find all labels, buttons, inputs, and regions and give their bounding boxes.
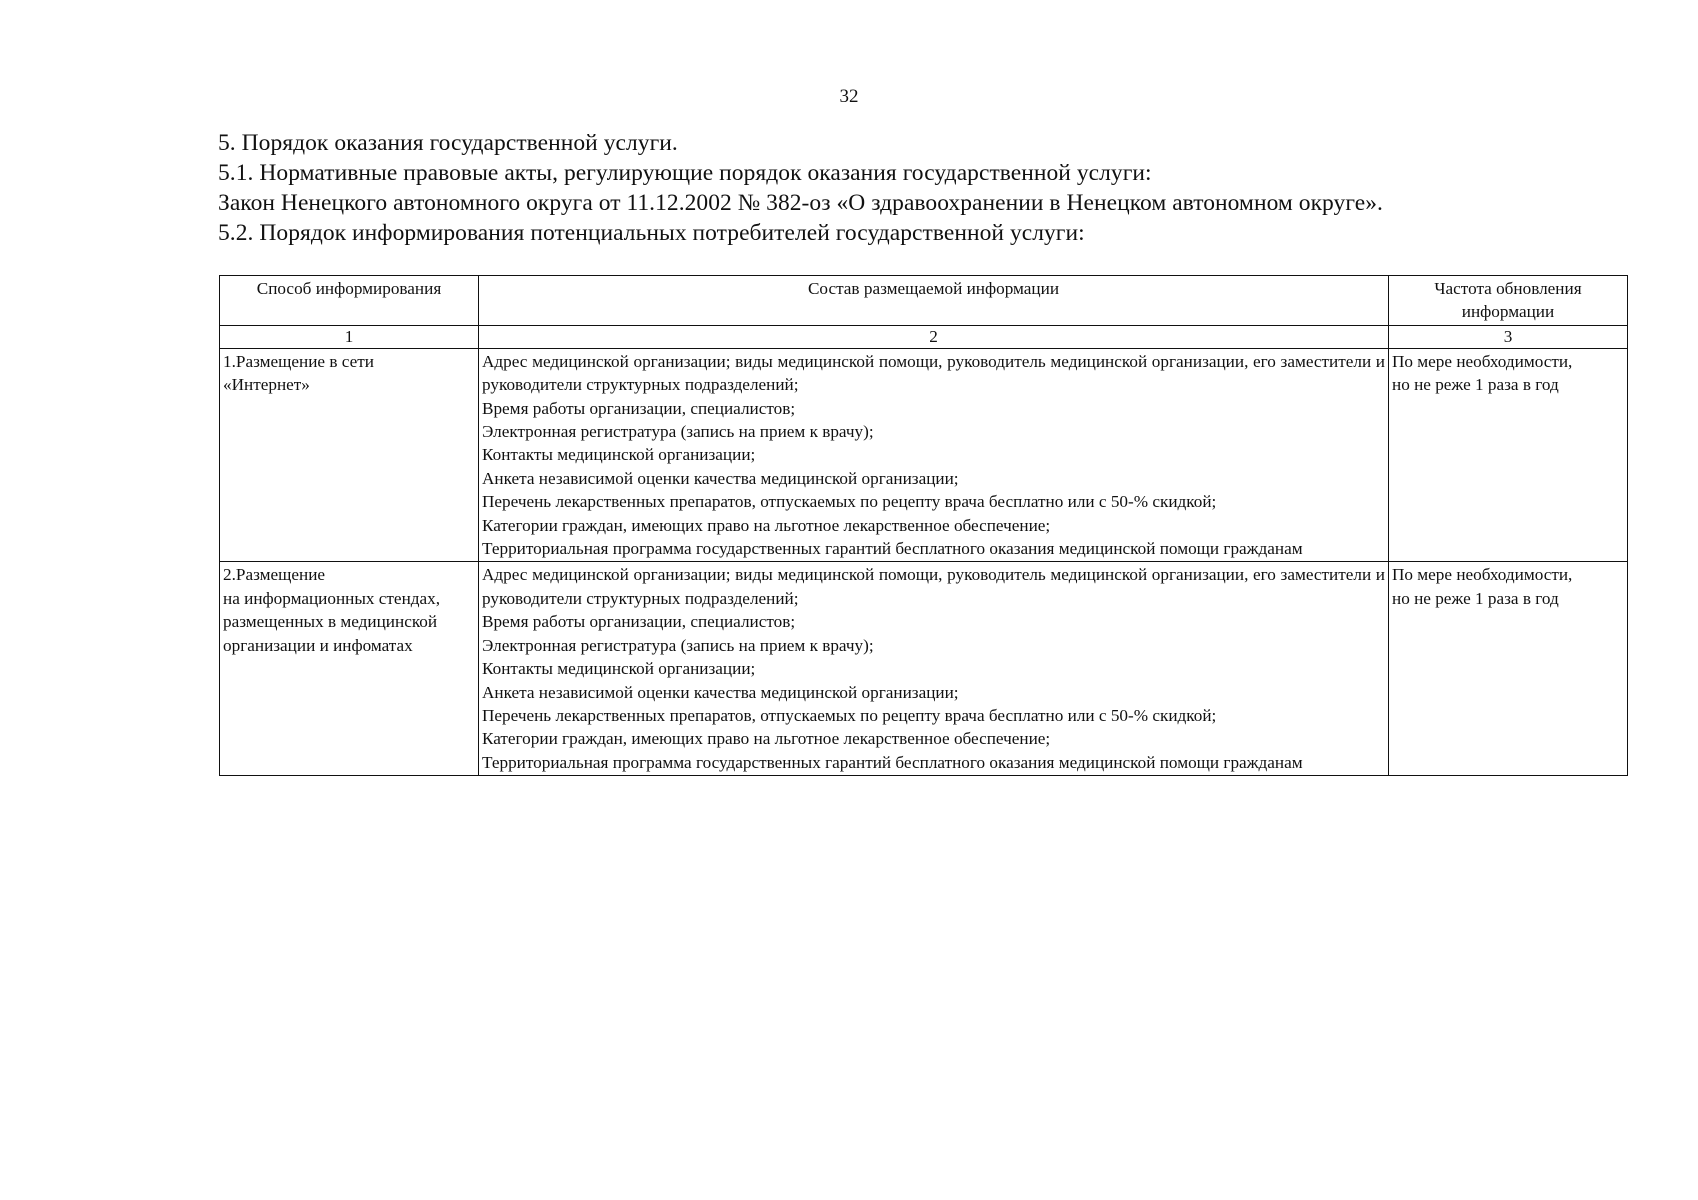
law-reference: Закон Ненецкого автономного округа от 11.12.2002 № 382-оз «О здравоохранении в Ненецком автономном округе». [218,190,1383,216]
content-item: Анкета независимой оценки качества медицинской организации; [482,682,959,702]
content-item: Время работы организации, специалистов; [482,612,796,632]
column-number: 2 [479,325,1389,348]
method-line: на информационных стендах, [223,588,441,608]
page-number: 32 [839,86,859,107]
table-header-row [220,276,1628,326]
column-number: 3 [1389,325,1628,348]
frequency-line: но не реже 1 раза в год [1392,588,1559,608]
content-item: Электронная регистратура (запись на прием к врачу); [482,635,874,655]
section-heading: 5. Порядок оказания государственной услуги. [218,130,678,156]
content-item: Контакты медицинской организации; [482,445,756,465]
table-row [220,348,1628,562]
content-item: Адрес медицинской организации; виды медицинской помощи, руководитель медицинской организации, его заместители и руководители структурных подразделений; [482,351,1385,395]
content-cell [479,348,1389,562]
table-row [220,562,1628,776]
content-cell [479,562,1389,776]
method-line: размещенных в медицинской [223,612,438,632]
header-frequency: Частота обновления информации [1389,276,1628,326]
content-item: Категории граждан, имеющих право на льготное лекарственное обеспечение; [482,515,1051,535]
content-item: Время работы организации, специалистов; [482,398,796,418]
header-method: Способ информирования [220,276,479,326]
content-item: Категории граждан, имеющих право на льготное лекарственное обеспечение; [482,729,1051,749]
content-item: Перечень лекарственных препаратов, отпускаемых по рецепту врача бесплатно или с 50-% скидкой; [482,492,1217,512]
method-cell [220,562,479,776]
column-number-row [220,325,1628,348]
method-line: 1.Размещение в сети [223,351,374,371]
content-item: Контакты медицинской организации; [482,659,756,679]
frequency-line: По мере необходимости, [1392,351,1573,371]
method-line: 2.Размещение [223,565,326,585]
subsection-heading-legal-acts: 5.1. Нормативные правовые акты, регулирующие порядок оказания государственной услуги: [218,160,1152,186]
content-item: Электронная регистратура (запись на прием к врачу); [482,422,874,442]
method-cell [220,348,479,562]
content-item: Территориальная программа государственных гарантий бесплатного оказания медицинской помощи гражданам [482,752,1303,772]
method-line: «Интернет» [223,375,310,395]
content-item: Адрес медицинской организации; виды медицинской помощи, руководитель медицинской организации, его заместители и руководители структурных подразделений; [482,565,1385,608]
frequency-line: но не реже 1 раза в год [1392,375,1559,395]
content-item: Анкета независимой оценки качества медицинской организации; [482,468,959,488]
informing-table [219,275,1628,776]
column-number: 1 [220,325,479,348]
method-line: организации и инфоматах [223,635,413,655]
content-item: Перечень лекарственных препаратов, отпускаемых по рецепту врача бесплатно или с 50-% скидкой; [482,705,1217,725]
header-content: Состав размещаемой информации [479,276,1389,326]
frequency-line: По мере необходимости, [1392,565,1573,585]
frequency-cell [1389,562,1628,776]
content-item: Территориальная программа государственных гарантий бесплатного оказания медицинской помощи гражданам [482,539,1303,559]
subsection-heading-informing: 5.2. Порядок информирования потенциальных потребителей государственной услуги: [218,220,1085,246]
frequency-cell [1389,348,1628,562]
